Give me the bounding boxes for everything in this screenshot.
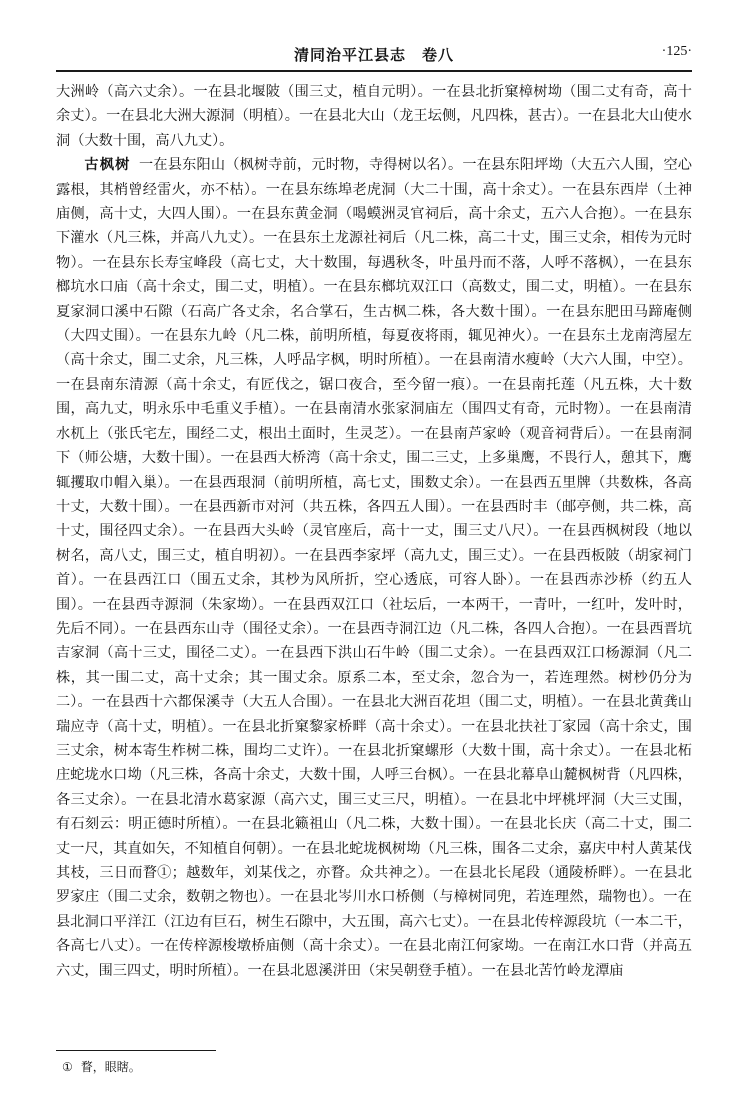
main-text bbox=[56, 80, 692, 983]
footnote bbox=[62, 1058, 141, 1075]
footnote-rule bbox=[56, 1050, 216, 1051]
section-heading: 古枫树 bbox=[84, 157, 131, 174]
paragraph-ancient-maples bbox=[56, 153, 692, 983]
footnote-mark: ① bbox=[62, 1060, 73, 1074]
header-title: 清同治平江县志 卷八 bbox=[293, 46, 454, 64]
header-rule bbox=[56, 70, 692, 72]
running-header bbox=[56, 42, 692, 66]
paragraph-continued: 大洲岭（高六丈余）。一在县北堰陂（围三丈，植自元明）。一在县北折窠樟树坳（围二丈有奇，高十余丈）。一在县北大洲大源洞（明植）。一在县北大山（龙王坛侧，凡四株，甚古）。一在县北大山使水洞（大数十围，高八九丈）。 bbox=[56, 84, 692, 149]
section-text: 一在县东阳山（枫树寺前，元时物，寺得树以名）。一在县东阳坪坳（大五六人围，空心露根，其梢曾经雷火，亦不枯）。一在县东练埠老虎洞（大二十围，高十余丈）。一在县东西岸（土神庙侧，高十丈，大四人围）。一在县东黄金洞（喝蟆洲灵官祠后，高十余丈，五六人合抱）。一在县东下灌水（凡三株，并高八九丈）。一在县东土龙源社祠后（凡二株，高二十丈，围三丈余，相传为元时物）。一在县东长寿宝峰段（高七丈，大十数围，每遇秋冬，叶虽丹而不落，人呼不落枫），一在县东榔坑水口庙（高十余丈，围二丈，明植）。一在县东榔坑双江口（高数丈，围二丈，明植）。一在县东夏家洞口溪中石隙（石高广各丈余，名合掌石，生古枫二株，各大数十围）。一在县东肥田马蹄庵侧（大四丈围）。一在县东九岭（凡二株，前明所植，每夏夜将雨，辄见神火）。一在县东土龙南湾屋左（高十余丈，围二丈余，凡三株，人呼品字枫，明时所植）。一在县南清水瘦岭（大六人围，中空）。一在县南东清源（高十余丈，有匠伐之，锯口夜合，至今留一痕）。一在县南托莲（凡五株，大十数围，高九丈，明永乐中毛重义手植）。一在县南清水张家洞庙左（围四丈有奇，元时物）。一在县南清水杌上（张氏宅左，围经二丈，根出土面时，生灵芝）。一在县南芦家岭（观音祠背后）。一在县南洞下（师公塘，大数十围）。一在县西大桥湾（高十余丈，围二三丈，上多巢鹰，不畏行人，憩其下，鹰辄攫取巾帽入巢）。一在县西珢洞（前明所植，高七丈，围数丈余）。一在县西五里牌（共数株，各高十丈，大数十围）。一在县西新市对河（共五株，各四五人围）。一在县西时丰（邮亭侧，共二株，高十丈，围径四丈余）。一在县西大头岭（灵官座后，高十一丈，围三丈八尺）。一在县西枫树段（地以树名，高八丈，围三丈，植自明初）。一在县西李家坪（高九丈，围三丈）。一在县西板陂（胡家祠门首）。一在县西江口（围五丈余，其杪为风所折，空心透底，可容人卧）。一在县西赤沙桥（约五人围）。一在县西寺源洞（朱家坳）。一在县西双江口（社坛后，一本两干，一青叶，一红叶，发叶时，先后不同）。一在县西东山寺（围径丈余）。一在县西寺洞江边（凡二株，各四人合抱）。一在县西晋坑吉家洞（高十三丈，围径二丈）。一在县西下洪山石牛岭（围二丈余）。一在县西双江口杨源洞（凡二株，其一围二丈，高十丈余；其一围丈余。原系二本，至丈余，忽合为一，若连理然。树杪仍分为二）。一在县西十六都保溪寺（大五人合围）。一在县北大洲百花坦（围二丈，明植）。一在县北黄龚山瑞应寺（高十丈，明植）。一在县北折窠黎家桥畔（高十余丈）。一在县北扶社丁家园（高十余丈，围三丈余，树本寄生柞树二株，围均二丈许）。一在县北折窠螺形（大数十围，高十余丈）。一在县北柘庄蛇垅水口坳（凡三株，各高十余丈，大数十围，人呼三台枫）。一在县北幕阜山麓枫树背（凡四株，各三丈余）。一在县北清水葛家源（高六丈，围三丈三尺，明植）。一在县北中坪桃坪洞（大三丈围，有石刻云：明正德时所植）。一在县北籁祖山（凡二株，大数十围）。一在县北长庆（高二十丈，围二丈一尺，其直如矢，不知植自何朝）。一在县北蛇垅枫树坳（凡三株，围各二丈余，嘉庆中村人黄某伐其枝，三日而瞀①；越数年，刘某伐之，亦瞀。众共神之）。一在县北长尾段（通陵桥畔）。一在县北罗家庄（围二丈余，数朝之物也）。一在县北岑川水口桥侧（与樟树同兜，若连理然，瑞物也）。一在县北洞口平洋江（江边有巨石，树生石隙中，大五围，高六七丈）。一在县北传梓源段坑（一本二干，各高七八丈）。一在传梓源梭墩桥庙侧（高十余丈）。一在县北南江何家坳。一在南江水口背（并高五六丈，围三四丈，明时所植）。一在县北恩溪洴田（宋吴朝登手植）。一在县北苦竹岭龙潭庙 bbox=[56, 157, 692, 979]
page-number: ·125· bbox=[661, 44, 692, 59]
footnote-text: 瞀，眼瞎。 bbox=[80, 1060, 141, 1074]
